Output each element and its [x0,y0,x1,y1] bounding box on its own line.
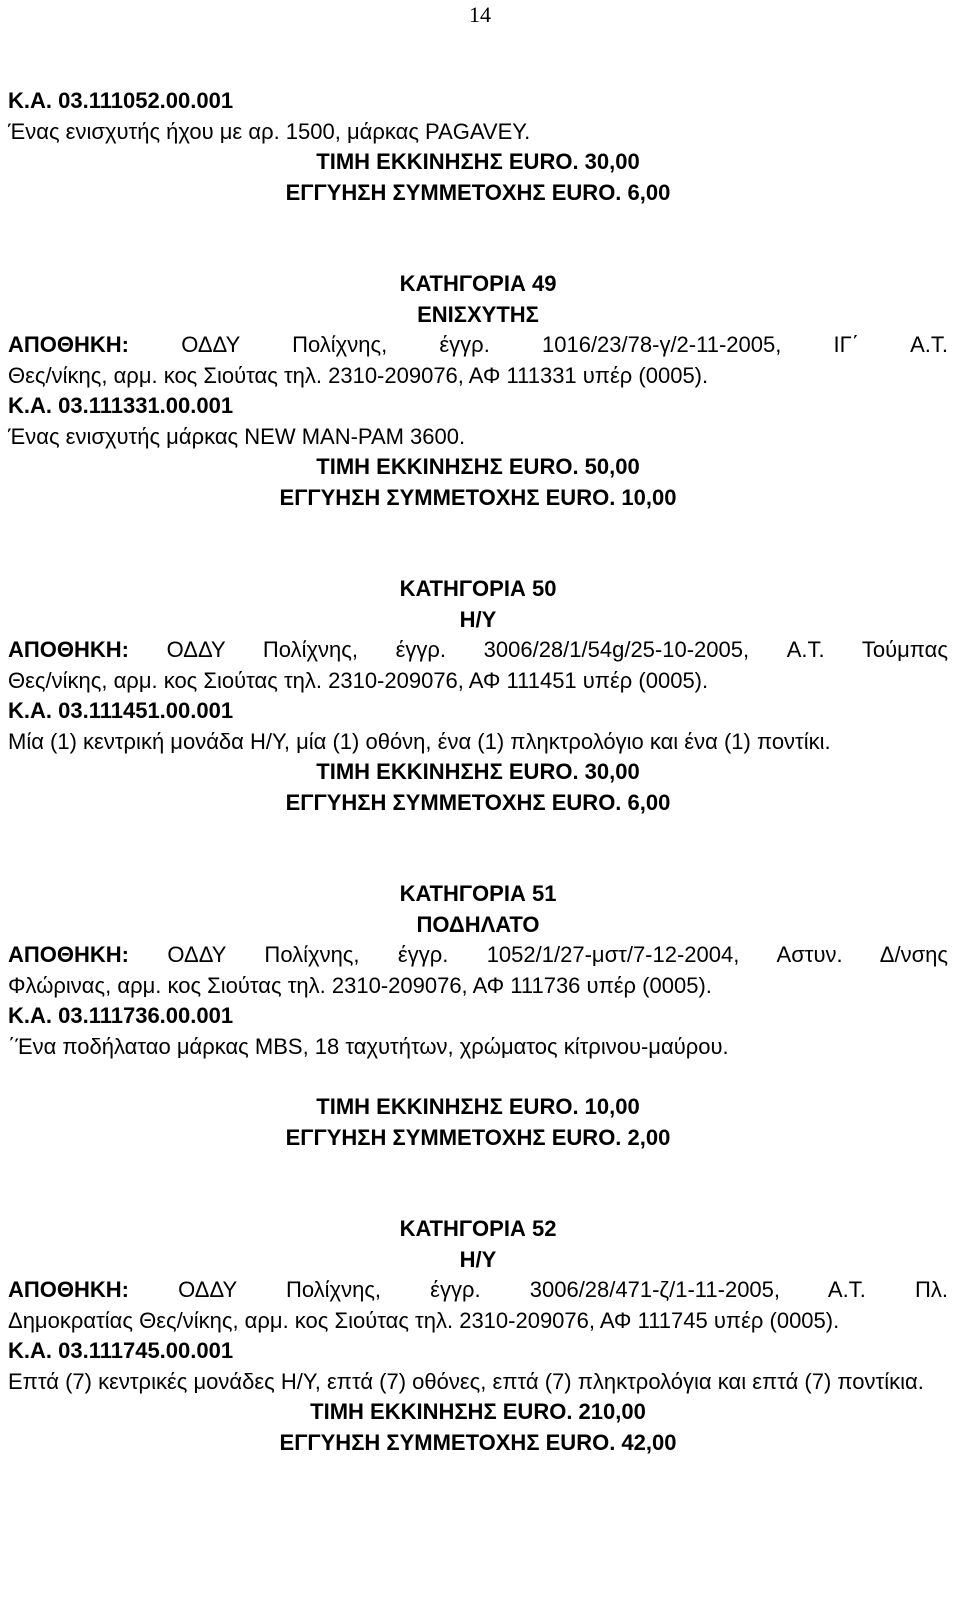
ka-code: Κ.Α. 03.111451.00.001 [8,698,234,723]
storage-line-2: Φλώρινας, αρμ. κος Σιούτας τηλ. 2310-209076, ΑΦ 111736 υπέρ (0005). [8,972,712,998]
storage-text: ΟΔΔΥ Πολίχνης, έγγρ. 3006/28/1/54g/25-10-2005, Α.Τ. Τούμπας [166,637,948,662]
storage-line [8,635,948,666]
category-heading: ΚΑΤΗΓΟΡΙΑ 50 [399,576,557,601]
ka-code: Κ.Α. 03.111745.00.001 [8,1338,234,1363]
category-heading: ΚΑΤΗΓΟΡΙΑ 49 [399,271,557,296]
storage-line [8,1275,948,1306]
item-description: ΄Ένα ποδήλαταο μάρκας MBS, 18 ταχυτήτων, χρώματος κίτρινου-μαύρου. [8,1033,729,1059]
item-description: Μία (1) κεντρική μονάδα Η/Υ, μία (1) οθόνη, ένα (1) πληκτρολόγιο και ένα (1) ποντίκι. [8,728,831,754]
storage-label: ΑΠΟΘΗΚΗ: [8,1277,129,1302]
storage-text: ΟΔΔΥ Πολίχνης, έγγρ. 3006/28/471-ζ/1-11-2005, Α.Τ. Πλ. [178,1277,948,1302]
item-description: Ένας ενισχυτής μάρκας NEW MAN-PAM 3600. [8,423,466,449]
category-heading: ΚΑΤΗΓΟΡΙΑ 51 [399,881,557,906]
storage-line [8,330,948,361]
starting-price: ΤΙΜΗ ΕΚΚΙΝΗΣΗΣ EURO. 10,00 [316,1094,640,1119]
storage-line-2: Θες/νίκης, αρμ. κος Σιούτας τηλ. 2310-209076, ΑΦ 111331 υπέρ (0005). [8,362,709,388]
category-subheading: Η/Υ [459,1246,497,1272]
starting-price: ΤΙΜΗ ΕΚΚΙΝΗΣΗΣ EURO. 210,00 [310,1399,646,1424]
storage-line-2: Δημοκρατίας Θες/νίκης, αρμ. κος Σιούτας τηλ. 2310-209076, ΑΦ 111745 υπέρ (0005). [8,1307,840,1333]
storage-line-2: Θες/νίκης, αρμ. κος Σιούτας τηλ. 2310-209076, ΑΦ 111451 υπέρ (0005). [8,667,709,693]
storage-text: ΟΔΔΥ Πολίχνης, έγγρ. 1052/1/27-μστ/7-12-2004, Αστυν. Δ/νσης [167,942,948,967]
storage-label: ΑΠΟΘΗΚΗ: [8,332,129,357]
item-description: Ένας ενισχυτής ήχου με αρ. 1500, μάρκας PAGAVEY. [8,118,531,144]
category-block-50 [8,574,948,818]
participation-deposit: ΕΓΓΥΗΣΗ ΣΥΜΜΕΤΟΧΗΣ EURO. 42,00 [279,1429,677,1455]
category-subheading: ΠΟΔΗΛΑΤΟ [416,911,540,937]
item-description: Επτά (7) κεντρικές μονάδες Η/Υ, επτά (7) οθόνες, επτά (7) πληκτρολόγια και επτά (7) ποντίκια. [8,1368,924,1394]
item-block-top [8,86,948,208]
starting-price: ΤΙΜΗ ΕΚΚΙΝΗΣΗΣ EURO. 30,00 [316,149,640,174]
category-block-51 [8,879,948,1153]
ka-code: Κ.Α. 03.111736.00.001 [8,1003,234,1028]
ka-code: Κ.Α. 03.111331.00.001 [8,393,234,418]
participation-deposit: ΕΓΓΥΗΣΗ ΣΥΜΜΕΤΟΧΗΣ EURO. 10,00 [279,484,677,510]
category-subheading: ΕΝΙΣΧΥΤΗΣ [417,301,539,327]
participation-deposit: ΕΓΓΥΗΣΗ ΣΥΜΜΕΤΟΧΗΣ EURO. 6,00 [285,179,671,205]
participation-deposit: ΕΓΓΥΗΣΗ ΣΥΜΜΕΤΟΧΗΣ EURO. 6,00 [285,789,671,815]
page-number: 14 [469,2,491,27]
category-subheading: Η/Υ [459,606,497,632]
storage-label: ΑΠΟΘΗΚΗ: [8,942,129,967]
ka-code: Κ.Α. 03.111052.00.001 [8,88,234,113]
storage-line [8,940,948,971]
category-block-52 [8,1214,948,1458]
participation-deposit: ΕΓΓΥΗΣΗ ΣΥΜΜΕΤΟΧΗΣ EURO. 2,00 [285,1124,671,1150]
storage-text: ΟΔΔΥ Πολίχνης, έγγρ. 1016/23/78-γ/2-11-2005, ΙΓ΄ Α.Τ. [181,332,948,357]
storage-label: ΑΠΟΘΗΚΗ: [8,637,129,662]
starting-price: ΤΙΜΗ ΕΚΚΙΝΗΣΗΣ EURO. 50,00 [316,454,640,479]
document-body [8,86,948,1458]
category-heading: ΚΑΤΗΓΟΡΙΑ 52 [399,1216,557,1241]
category-block-49 [8,269,948,513]
starting-price: ΤΙΜΗ ΕΚΚΙΝΗΣΗΣ EURO. 30,00 [316,759,640,784]
